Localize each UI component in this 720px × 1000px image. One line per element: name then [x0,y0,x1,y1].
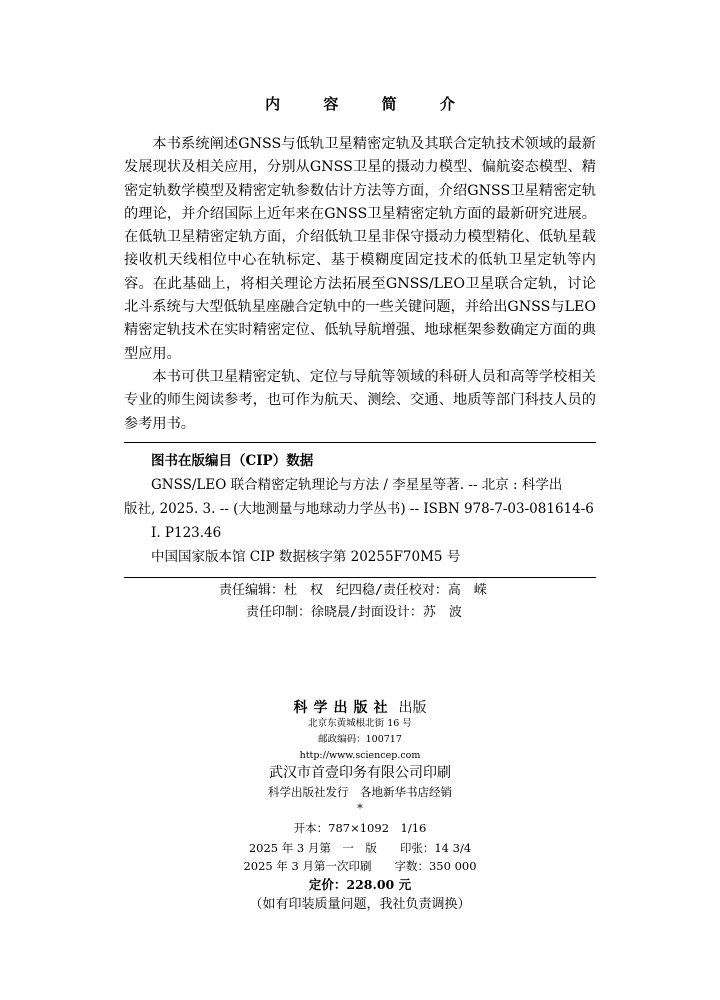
price: 定价：228.00 元 [308,877,412,892]
book-format: 开本：787×1092 1/16 [293,821,427,835]
editor-line: 责任印制：徐晓晨/封面设计：苏 波 [246,605,462,620]
summary-paragraph: 本书系统阐述GNSS与低轨卫星精密定轨及其联合定轨技术领域的最新发展现状及相关应用，分别从GNSS卫星的摄动力模型、偏航姿态模型、精密定轨数学模型及精密定轨参数估计方法等方面，介绍GNSS卫星精密定轨的理论，并介绍国际上近年来在GNSS卫星精密定轨方面的最新研究进展。在低轨卫星精密定轨方面，介绍低轨卫星非保守摄动力模型精化、低轨星载接收机天线相位中心在轨标定、基于模糊度固定技术的低轨卫星定轨等内容。在此基础上，将相关理论方法拓展至GNSS/LEO卫星联合定轨，讨论北斗系统与大型低轨星座融合定轨中的一些关键问题，并给出GNSS与LEO精密定轨技术在实时精密定位、低轨导航增强、地球框架参数确定方面的典型应用。 [124,136,596,362]
summary-paragraph: 本书可供卫星精密定轨、定位与导航等领域的科研人员和高等学校相关专业的师生阅读参考，也可作为航天、测绘、交通、地质等部门科技人员的参考用书。 [124,368,596,432]
summary-text [124,133,596,436]
quality-note: （如有印装质量问题，我社负责调换） [249,897,471,912]
cip-block [124,449,596,569]
distribution: 科学出版社发行 各地新华书店经销 [268,785,452,799]
publisher-address: 北京东黄城根北街 16 号 [308,718,412,729]
cip-title: 图书在版编目（CIP）数据 [151,453,314,469]
cip-line: GNSS/LEO 联合精密定轨理论与方法 / 李星星等著. -- 北京 : 科学出 [151,477,563,493]
editor-line: 责任编辑：杜 权 纪四稳/责任校对：高 嵘 [219,583,487,598]
editor-credits [0,580,720,624]
cip-line: I. P123.46 [151,525,222,541]
publisher-suffix: 出版 [398,700,427,716]
printer: 武汉市首壹印务有限公司印刷 [269,765,451,781]
cip-line: 版社, 2025. 3. -- (大地测量与地球动力学丛书) -- ISBN 978-7-03-081614-6 [124,501,594,517]
publisher-line [0,697,720,717]
edition-info: 2025 年 3 月第 一 版 印张：14 3/4 [248,841,472,855]
publisher-name: 科学出版社 [293,700,394,716]
printing-info: 2025 年 3 月第一次印刷 字数：350 000 [243,859,477,873]
section-title: 内 容 简 介 [265,95,474,113]
separator-star: * [357,801,363,815]
publisher-zip: 邮政编码：100717 [318,734,402,745]
cip-bottom-rule [124,577,596,578]
cip-line: 中国国家版本馆 CIP 数据核字第 20255F70M5 号 [151,549,461,565]
publisher-url: http://www.sciencep.com [299,750,421,761]
cip-top-rule [124,442,596,443]
